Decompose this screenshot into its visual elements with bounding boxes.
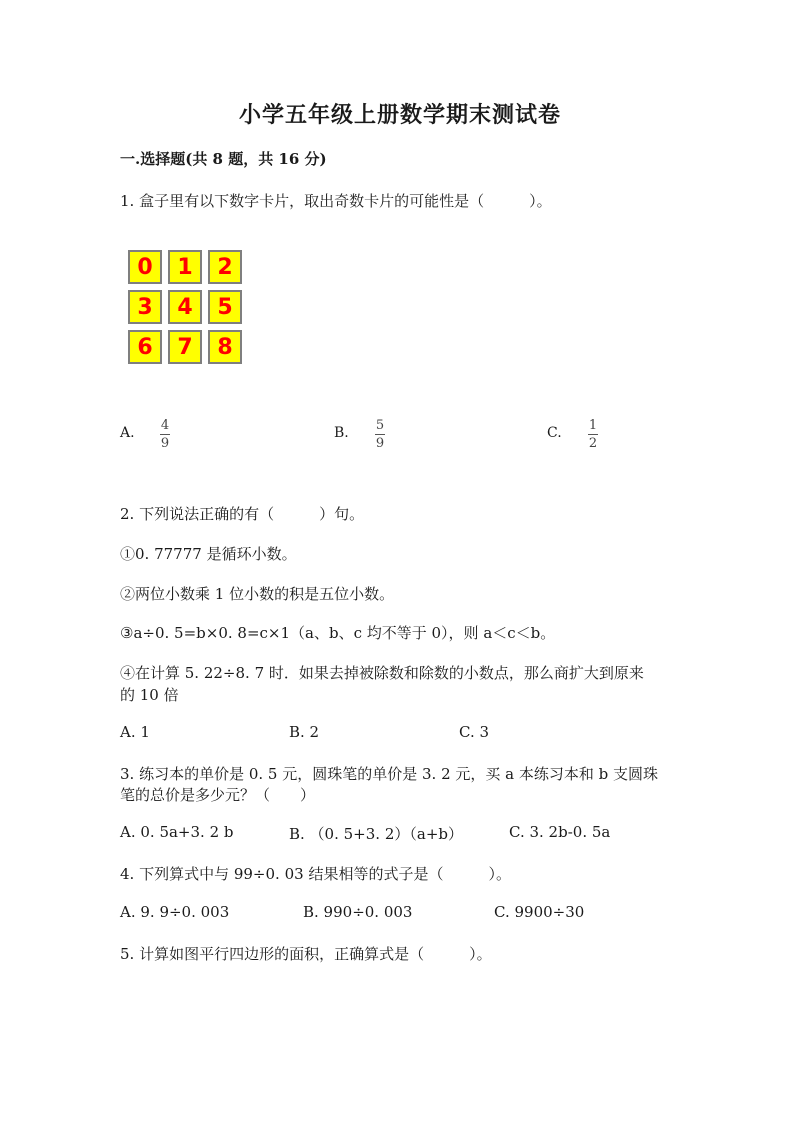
number-card: 7 bbox=[168, 330, 202, 364]
q3-option-b: B. （0. 5+3. 2）（a+b） bbox=[289, 825, 463, 843]
q4-stem: 4. 下列算式中与 99÷0. 03 结果相等的式子是（ ）。 bbox=[120, 865, 511, 883]
q2-statement-2: ②两位小数乘 1 位小数的积是五位小数。 bbox=[120, 585, 395, 603]
q4-option-b: B. 990÷0. 003 bbox=[303, 903, 413, 921]
q2-statement-3: ③a÷0. 5=b×0. 8=c×1（a、b、c 均不等于 0），则 a＜c＜b。 bbox=[120, 624, 556, 642]
fraction-bar bbox=[588, 434, 598, 435]
numerator: 5 bbox=[375, 418, 385, 433]
q1-option-b-label: B. bbox=[334, 425, 349, 441]
denominator: 9 bbox=[375, 436, 385, 451]
fraction-bar bbox=[375, 434, 385, 435]
number-card: 8 bbox=[208, 330, 242, 364]
q1-option-b-fraction bbox=[375, 418, 385, 451]
q2-statement-4-line2: 的 10 倍 bbox=[120, 686, 179, 704]
number-card: 5 bbox=[208, 290, 242, 324]
numerator: 1 bbox=[588, 418, 598, 433]
q2-option-b: B. 2 bbox=[289, 723, 320, 741]
q2-option-a: A. 1 bbox=[120, 723, 150, 741]
q1-option-a-label: A. bbox=[120, 425, 135, 441]
q1-option-a-fraction bbox=[160, 418, 170, 451]
number-card: 3 bbox=[128, 290, 162, 324]
q3-stem-line1: 3. 练习本的单价是 0. 5 元，圆珠笔的单价是 3. 2 元，买 a 本练习本和 b 支圆珠 bbox=[120, 765, 659, 783]
q3-option-a: A. 0. 5a+3. 2 b bbox=[120, 823, 234, 841]
number-cards bbox=[128, 250, 242, 364]
page-title: 小学五年级上册数学期末测试卷 bbox=[238, 102, 561, 128]
q4-option-a: A. 9. 9÷0. 003 bbox=[120, 903, 230, 921]
number-card: 0 bbox=[128, 250, 162, 284]
q1-option-c-fraction bbox=[588, 418, 598, 451]
q5-stem: 5. 计算如图平行四边形的面积，正确算式是（ ）。 bbox=[120, 945, 492, 963]
q1-option-c-label: C. bbox=[547, 425, 562, 441]
q3-stem-line2: 笔的总价是多少元？（ ） bbox=[120, 786, 316, 804]
number-card: 6 bbox=[128, 330, 162, 364]
q2-option-c: C. 3 bbox=[459, 723, 490, 741]
numerator: 4 bbox=[160, 418, 170, 433]
section-heading: 一.选择题(共 8 题，共 16 分) bbox=[120, 150, 327, 168]
fraction-bar bbox=[160, 434, 170, 435]
q2-statement-4-line1: ④在计算 5. 22÷8. 7 时．如果去掉被除数和除数的小数点，那么商扩大到原来 bbox=[120, 664, 644, 682]
q4-option-c: C. 9900÷30 bbox=[494, 903, 585, 921]
q3-option-c: C. 3. 2b-0. 5a bbox=[509, 823, 611, 841]
denominator: 2 bbox=[588, 436, 598, 451]
q1-stem: 1. 盒子里有以下数字卡片，取出奇数卡片的可能性是（ ）。 bbox=[120, 192, 552, 210]
number-card: 4 bbox=[168, 290, 202, 324]
number-card: 1 bbox=[168, 250, 202, 284]
number-card: 2 bbox=[208, 250, 242, 284]
q2-stem: 2. 下列说法正确的有（ ）句。 bbox=[120, 505, 365, 523]
q2-statement-1: ①0. 77777 是循环小数。 bbox=[120, 545, 297, 563]
denominator: 9 bbox=[160, 436, 170, 451]
